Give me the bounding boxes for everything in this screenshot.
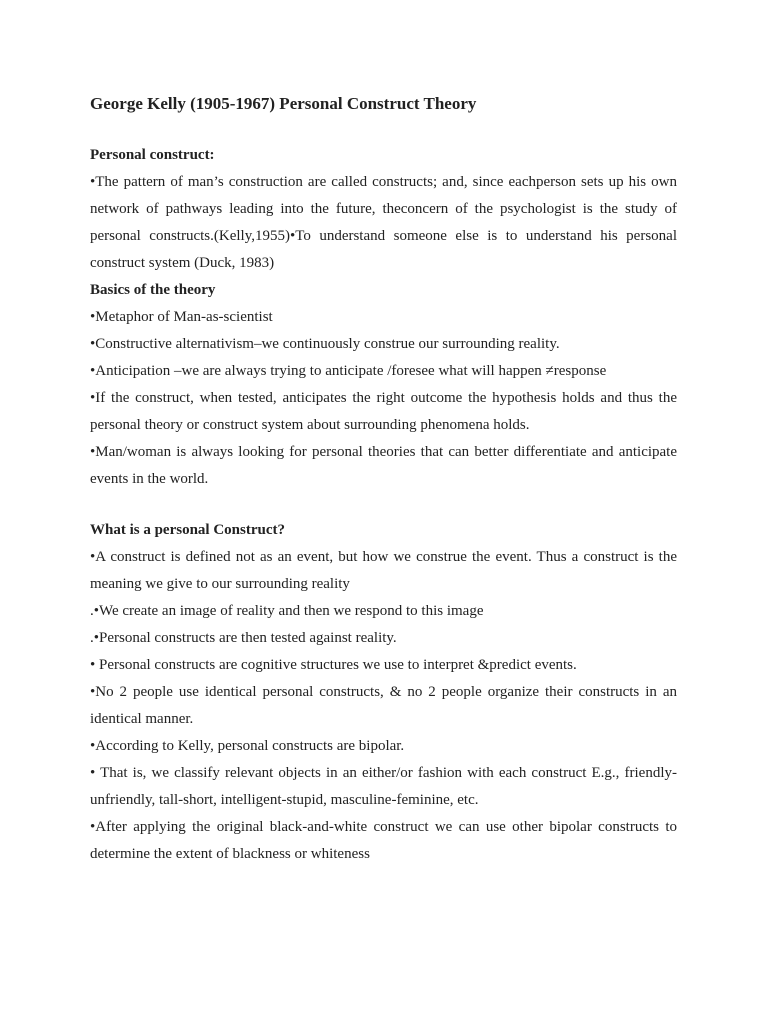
- document-title: George Kelly (1905-1967) Personal Construct Theory: [90, 94, 477, 113]
- paragraph: •A construct is defined not as an event, but how we construe the event. Thus a construct is the meaning we give to our surrounding reality: [90, 549, 677, 592]
- paragraph: •Anticipation –we are always trying to anticipate /foresee what will happen ≠response: [90, 363, 607, 379]
- paragraph: •No 2 people use identical personal constructs, & no 2 people organize their constructs in an identical manner.: [90, 684, 677, 727]
- paragraph: •Man/woman is always looking for personal theories that can better differentiate and anticipate events in the world.: [90, 444, 677, 487]
- section-personal-construct: [90, 142, 677, 277]
- section-heading: What is a personal Construct?: [90, 522, 286, 538]
- document-page: [90, 88, 677, 868]
- paragraph: •If the construct, when tested, anticipates the right outcome the hypothesis holds and thus the personal theory or construct system about surrounding phenomena holds.: [90, 390, 677, 433]
- paragraph: •Metaphor of Man-as-scientist: [90, 309, 273, 325]
- section-basics: [90, 277, 677, 493]
- paragraph: •Constructive alternativism–we continuously construe our surrounding reality.: [90, 336, 560, 352]
- paragraph: •According to Kelly, personal constructs are bipolar.: [90, 738, 405, 754]
- paragraph: .•Personal constructs are then tested against reality.: [90, 630, 397, 646]
- paragraph: • Personal constructs are cognitive structures we use to interpret &predict events.: [90, 657, 577, 673]
- section-heading: Basics of the theory: [90, 282, 216, 298]
- paragraph: .•We create an image of reality and then we respond to this image: [90, 603, 484, 619]
- section-what-is-construct: [90, 517, 677, 868]
- paragraph: •The pattern of man’s construction are called constructs; and, since eachperson sets up his own network of pathways leading into the future, theconcern of the psychologist is the study of personal constructs.(Kelly,1955)•To understand someone else is to understand his personal construct system (Duck, 1983): [90, 174, 677, 271]
- paragraph: • That is, we classify relevant objects in an either/or fashion with each construct E.g., friendly-unfriendly, tall-short, intelligent-stupid, masculine-feminine, etc.: [90, 765, 677, 808]
- section-heading: Personal construct:: [90, 147, 215, 163]
- paragraph: •After applying the original black-and-white construct we can use other bipolar constructs to determine the extent of blackness or whiteness: [90, 819, 677, 862]
